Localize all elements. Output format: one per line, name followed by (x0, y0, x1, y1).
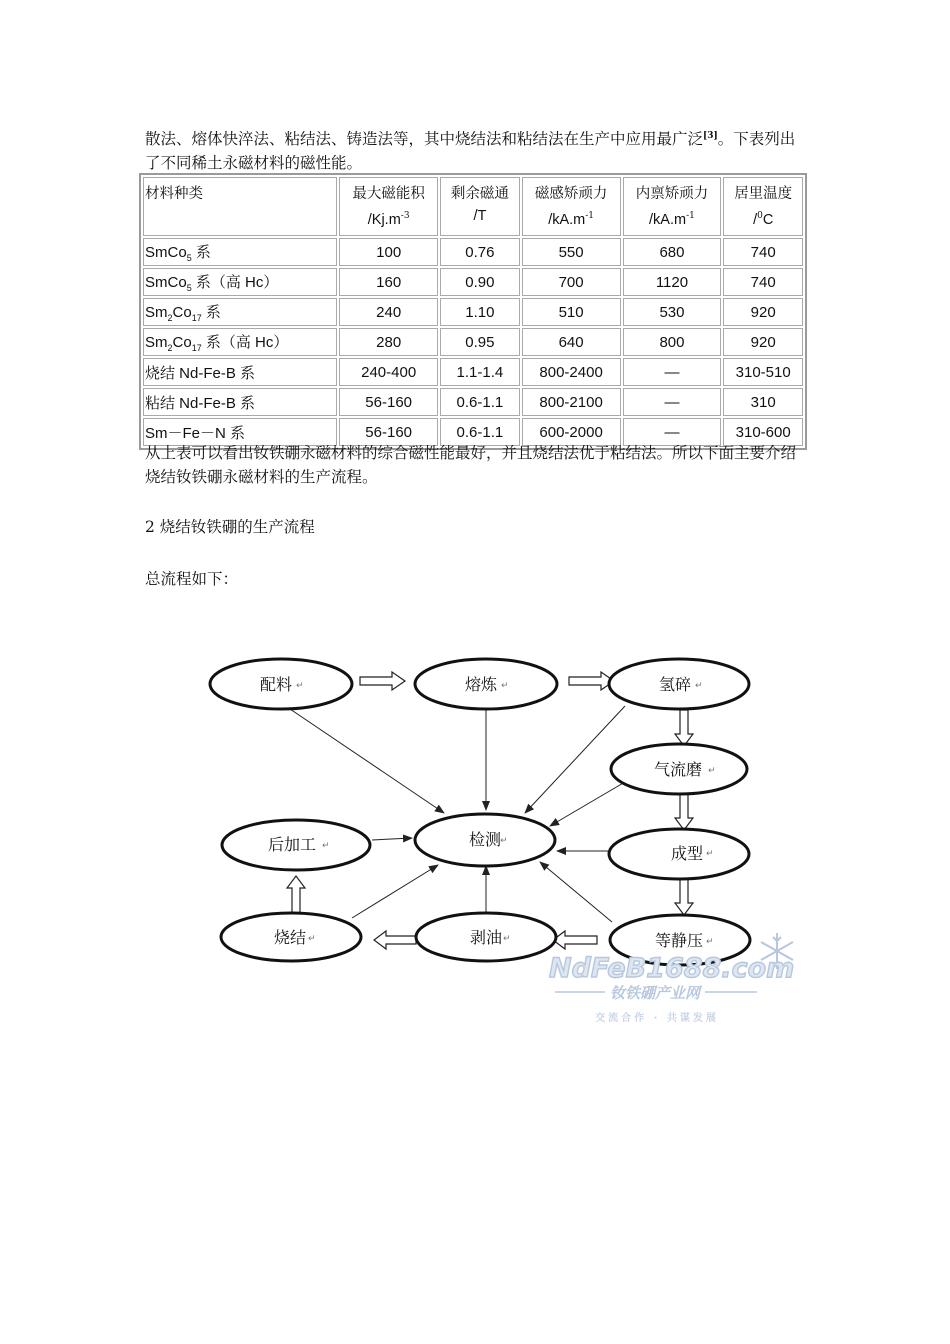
reference-mark: [3] (703, 131, 718, 141)
section-heading: 2 烧结钕铁硼的生产流程 (145, 518, 315, 536)
label-chengxing: 成型 (670, 844, 704, 863)
label-peiliao: 配料 (259, 675, 293, 694)
value-cell: 1.10 (440, 298, 520, 326)
hollow-arrow-right (569, 672, 614, 690)
hollow-arrow-right (360, 672, 405, 690)
hollow-arrow-left (374, 931, 416, 949)
header-hcj: 内禀矫顽力 $/kA.m^{-1}$ (623, 177, 722, 236)
watermark-slogan: 交流合作 · 共谋发展 (595, 1013, 719, 1024)
label-dengjingya: 等静压 (654, 931, 704, 950)
value-cell: 800-2400 (522, 358, 621, 386)
return-mark: ↵ (503, 934, 511, 944)
header-hcb: 磁感矫顽力 $/kA.m^{-1}$ (522, 177, 621, 236)
value-cell: 740 (723, 268, 803, 296)
ndfeb-watermark-logo (545, 925, 825, 1035)
material-cell: SmCo$_5$ 系 (143, 238, 337, 266)
arrow-peiliao-jiance (290, 709, 444, 813)
process-arrows (287, 672, 693, 949)
material-cell: SmCo$_5$ 系（高 Hc） (143, 268, 337, 296)
value-cell: 680 (623, 238, 722, 266)
value-cell: — (623, 388, 722, 416)
label-boyou: 剥油 (469, 928, 503, 947)
return-mark: ↵ (308, 934, 316, 944)
return-mark: ↵ (296, 681, 304, 691)
header-br: 剩余磁通 /T (440, 177, 520, 236)
label-ronglian: 熔炼 (464, 675, 498, 694)
value-cell: 0.6-1.1 (440, 418, 520, 446)
material-cell: Sm－Fe－N 系 (143, 418, 337, 446)
value-cell: 700 (522, 268, 621, 296)
return-mark: ↵ (706, 849, 714, 859)
value-cell: 0.6-1.1 (440, 388, 520, 416)
return-mark: ↵ (695, 681, 703, 691)
intro-text: 散法、熔体快淬法、粘结法、铸造法等，其中烧结法和粘结法在生产中应用最广泛 (145, 130, 704, 149)
value-cell: 530 (623, 298, 722, 326)
value-cell: 600-2000 (522, 418, 621, 446)
value-cell: 56-160 (339, 388, 438, 416)
value-cell: — (623, 418, 722, 446)
value-cell: 0.76 (440, 238, 520, 266)
value-cell: — (623, 358, 722, 386)
arrow-houjiagong-jiance (372, 838, 412, 840)
arrow-qingsui-jiance (525, 706, 625, 813)
value-cell: 0.90 (440, 268, 520, 296)
material-cell: $Sm_2Co_{17}$ 系 (143, 298, 337, 326)
process-nodes (210, 659, 750, 965)
value-cell: 280 (339, 328, 438, 356)
header-material: 材料种类 (143, 177, 337, 236)
node-labels (260, 675, 703, 950)
label-qiliumo: 气流磨 (653, 760, 703, 779)
flow-intro: 总流程如下： (145, 570, 239, 588)
hollow-arrow-up (287, 876, 305, 913)
value-cell: 800-2100 (522, 388, 621, 416)
intro-tail: 。下表列出了不同稀土永磁材料的磁性能。 (145, 130, 796, 173)
value-cell: 100 (339, 238, 438, 266)
value-cell: 640 (522, 328, 621, 356)
return-mark: ↵ (500, 836, 508, 846)
return-mark: ↵ (706, 937, 714, 947)
conclusion-paragraph: 从上表可以看出钕铁硼永磁材料的综合磁性能最好，并且烧结法优于粘结法。所以下面主要介绍烧结钕铁硼永磁材料的生产流程。 (145, 444, 797, 486)
arrow-shaojie-jiance (352, 865, 438, 918)
value-cell: 310-600 (723, 418, 803, 446)
label-shaojie: 烧结 (273, 928, 307, 947)
value-cell: 160 (339, 268, 438, 296)
label-houjiagong: 后加工 (267, 835, 317, 854)
watermark-cn-text: 钕铁硼产业网 (609, 984, 701, 1002)
arrow-qiliumo-jiance (550, 782, 625, 826)
value-cell: 240 (339, 298, 438, 326)
value-cell: 920 (723, 328, 803, 356)
return-mark: ↵ (322, 841, 330, 851)
value-cell: 510 (522, 298, 621, 326)
arrow-dengjingya-jiance (540, 862, 612, 922)
value-cell: 550 (522, 238, 621, 266)
watermark-logo-text: NdFeB1688.com (549, 953, 795, 984)
value-cell: 920 (723, 298, 803, 326)
value-cell: 1120 (623, 268, 722, 296)
return-mark: ↵ (501, 681, 509, 691)
return-mark: ↵ (708, 766, 716, 776)
value-cell: 56-160 (339, 418, 438, 446)
label-jiance: 检测 (468, 830, 502, 849)
value-cell: 310 (723, 388, 803, 416)
hollow-arrow-down (675, 794, 693, 830)
value-cell: 0.95 (440, 328, 520, 356)
hollow-arrow-down (675, 879, 693, 915)
material-cell: 粘结 Nd-Fe-B 系 (143, 388, 337, 416)
value-cell: 310-510 (723, 358, 803, 386)
value-cell: 740 (723, 238, 803, 266)
header-curie: 居里温度 /$^0$C (723, 177, 803, 236)
inspection-arrows (290, 706, 625, 922)
label-qingsui: 氢碎 (658, 675, 692, 694)
value-cell: 240-400 (339, 358, 438, 386)
value-cell: 800 (623, 328, 722, 356)
value-cell: 1.1-1.4 (440, 358, 520, 386)
hollow-arrow-down (675, 710, 693, 746)
material-cell: 烧结 Nd-Fe-B 系 (143, 358, 337, 386)
material-cell: $Sm_2Co_{17}$ 系（高 Hc） (143, 328, 337, 356)
header-bhmax: 最大磁能积 $/Kj.m^{-3}$ (339, 177, 438, 236)
